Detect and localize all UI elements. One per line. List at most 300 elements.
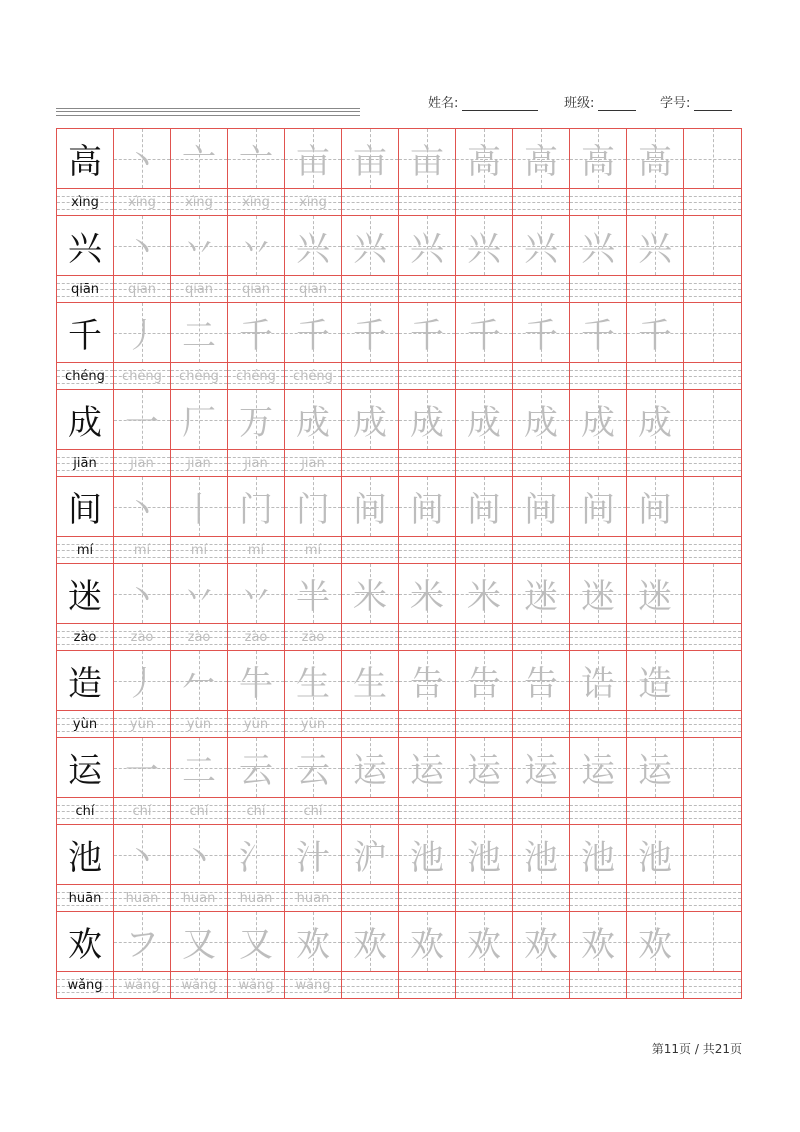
- pinyin-cell-trace[interactable]: [513, 450, 570, 477]
- char-cell-trace[interactable]: [513, 303, 570, 363]
- pinyin-guide-line: [627, 296, 683, 297]
- pinyin-cell-trace[interactable]: [285, 537, 342, 564]
- char-cell-trace[interactable]: [456, 129, 513, 189]
- pinyin-cell-trace[interactable]: [171, 624, 228, 651]
- model-character: 迷: [68, 577, 102, 617]
- pinyin-cell-trace[interactable]: [627, 885, 684, 912]
- char-cell-trace[interactable]: [171, 564, 228, 624]
- pinyin-cell-trace[interactable]: [570, 711, 627, 738]
- class-blank[interactable]: [598, 96, 636, 111]
- char-cell-trace[interactable]: [684, 912, 741, 972]
- pinyin-cell-main: [57, 885, 114, 912]
- pinyin-cell-trace[interactable]: [228, 276, 285, 303]
- char-cell-trace[interactable]: [228, 738, 285, 798]
- char-cell-trace[interactable]: [285, 216, 342, 276]
- stroke-trace: 丷: [182, 577, 216, 617]
- char-cell-trace[interactable]: [684, 303, 741, 363]
- pinyin-cell-trace[interactable]: [342, 798, 399, 825]
- char-cell-trace[interactable]: [684, 477, 741, 537]
- char-cell-trace[interactable]: [228, 912, 285, 972]
- char-cell-trace[interactable]: [114, 825, 171, 885]
- pinyin-cell-trace[interactable]: [570, 537, 627, 564]
- char-cell-trace[interactable]: [228, 303, 285, 363]
- pinyin-cell-trace[interactable]: [456, 276, 513, 303]
- pinyin-cell-trace[interactable]: [570, 972, 627, 999]
- pinyin-guide-line: [684, 383, 741, 384]
- pinyin-cell-trace[interactable]: [171, 450, 228, 477]
- pinyin-cell-trace[interactable]: [171, 798, 228, 825]
- char-cell-trace[interactable]: [342, 912, 399, 972]
- char-cell-trace[interactable]: [456, 390, 513, 450]
- pinyin-cell-trace[interactable]: [399, 450, 456, 477]
- pinyin-guide-line: [399, 457, 455, 458]
- char-cell-trace[interactable]: [342, 738, 399, 798]
- char-cell-main: [57, 390, 114, 450]
- pinyin-cell-trace[interactable]: [513, 363, 570, 390]
- char-cell-trace[interactable]: [627, 303, 684, 363]
- stroke-trace: 亩: [410, 142, 444, 182]
- char-cell-trace[interactable]: [570, 564, 627, 624]
- pinyin-guide-line: [456, 718, 512, 719]
- char-cell-trace[interactable]: [513, 825, 570, 885]
- char-cell-trace[interactable]: [114, 129, 171, 189]
- char-cell-trace[interactable]: [285, 912, 342, 972]
- char-cell-trace[interactable]: [285, 564, 342, 624]
- pinyin-cell-trace[interactable]: [114, 450, 171, 477]
- id-field[interactable]: [660, 92, 732, 111]
- char-cell-trace[interactable]: [285, 477, 342, 537]
- pinyin-guide-line: [456, 202, 512, 203]
- char-cell-trace[interactable]: [342, 303, 399, 363]
- char-cell-trace[interactable]: [570, 216, 627, 276]
- stroke-trace: 千: [296, 316, 330, 356]
- pinyin-cell-trace[interactable]: [627, 798, 684, 825]
- char-cell-trace[interactable]: [399, 912, 456, 972]
- pinyin-cell-trace[interactable]: [114, 624, 171, 651]
- pinyin-guide-line: [399, 296, 455, 297]
- char-cell-trace[interactable]: [399, 477, 456, 537]
- stroke-trace: 成: [296, 403, 330, 443]
- char-cell-trace[interactable]: [684, 738, 741, 798]
- pinyin-cell-trace[interactable]: [228, 189, 285, 216]
- pinyin-guide-line: [342, 644, 398, 645]
- char-cell-trace[interactable]: [513, 390, 570, 450]
- pinyin-guide-line: [456, 731, 512, 732]
- pinyin-cell-trace[interactable]: [114, 711, 171, 738]
- pinyin-cell-trace[interactable]: [513, 189, 570, 216]
- char-cell-trace[interactable]: [456, 564, 513, 624]
- pinyin-cell-trace[interactable]: [399, 798, 456, 825]
- char-cell-trace[interactable]: [399, 564, 456, 624]
- char-cell-main: [57, 477, 114, 537]
- pinyin-cell-trace[interactable]: [285, 276, 342, 303]
- pinyin-guide-line: [627, 724, 683, 725]
- pinyin-cell-trace[interactable]: [456, 450, 513, 477]
- pinyin-cell-trace[interactable]: [513, 276, 570, 303]
- pinyin-cell-trace[interactable]: [627, 189, 684, 216]
- pinyin-guide-line: [627, 905, 683, 906]
- pinyin-cell-trace[interactable]: [171, 885, 228, 912]
- pinyin-cell-trace[interactable]: [399, 363, 456, 390]
- pinyin-guide-line: [627, 631, 683, 632]
- char-cell-trace[interactable]: [342, 216, 399, 276]
- pinyin-guide-line: [627, 805, 683, 806]
- char-cell-trace[interactable]: [456, 738, 513, 798]
- char-cell-trace[interactable]: [570, 825, 627, 885]
- pinyin-guide-line: [513, 818, 569, 819]
- pinyin-cell-trace[interactable]: [456, 537, 513, 564]
- pinyin-guide-line: [684, 544, 741, 545]
- pinyin-cell-trace[interactable]: [684, 972, 741, 999]
- pinyin-cell-trace[interactable]: [285, 972, 342, 999]
- char-cell-trace[interactable]: [228, 564, 285, 624]
- pinyin-guide-line: [570, 718, 626, 719]
- pinyin-cell-trace[interactable]: [570, 798, 627, 825]
- pinyin-cell-trace[interactable]: [570, 624, 627, 651]
- char-cell-trace[interactable]: [513, 216, 570, 276]
- class-field[interactable]: [564, 92, 636, 111]
- pinyin-cell-trace[interactable]: [513, 798, 570, 825]
- char-cell-trace[interactable]: [114, 216, 171, 276]
- char-cell-trace[interactable]: [114, 738, 171, 798]
- char-cell-trace[interactable]: [342, 651, 399, 711]
- char-cell-trace[interactable]: [456, 477, 513, 537]
- char-cell-trace[interactable]: [171, 303, 228, 363]
- guide-horizontal: [684, 246, 741, 247]
- pinyin-cell-trace[interactable]: [114, 276, 171, 303]
- char-cell-trace[interactable]: [285, 129, 342, 189]
- stroke-trace: 欢: [638, 925, 672, 965]
- pinyin-guide-line: [627, 992, 683, 993]
- char-cell-trace[interactable]: [513, 738, 570, 798]
- char-cell-trace[interactable]: [513, 912, 570, 972]
- pinyin-cell-trace[interactable]: [114, 363, 171, 390]
- pinyin-cell-trace[interactable]: [228, 450, 285, 477]
- char-cell-trace[interactable]: [114, 390, 171, 450]
- name-field[interactable]: [428, 92, 538, 111]
- char-cell-trace[interactable]: [513, 129, 570, 189]
- pinyin-cell-trace[interactable]: [285, 711, 342, 738]
- char-cell-trace[interactable]: [228, 477, 285, 537]
- char-cell-trace[interactable]: [399, 825, 456, 885]
- char-cell-trace[interactable]: [627, 825, 684, 885]
- char-cell-trace[interactable]: [342, 564, 399, 624]
- char-cell-trace[interactable]: [684, 390, 741, 450]
- char-cell-trace[interactable]: [570, 912, 627, 972]
- pinyin-cell-trace[interactable]: [570, 189, 627, 216]
- char-cell-trace[interactable]: [228, 825, 285, 885]
- char-cell-trace[interactable]: [570, 477, 627, 537]
- stroke-trace: 池: [524, 838, 558, 878]
- pinyin-guide-line: [570, 905, 626, 906]
- stroke-trace: 兴: [296, 229, 330, 269]
- pinyin-cell-trace[interactable]: [513, 624, 570, 651]
- pinyin-cell-trace[interactable]: [684, 537, 741, 564]
- pinyin-cell-trace[interactable]: [342, 276, 399, 303]
- pinyin-guide-line: [513, 979, 569, 980]
- pinyin-cell-trace[interactable]: [228, 798, 285, 825]
- pinyin-guide-line: [513, 892, 569, 893]
- pinyin-cell-trace[interactable]: [285, 885, 342, 912]
- pinyin-cell-trace[interactable]: [114, 189, 171, 216]
- char-cell-trace[interactable]: [456, 216, 513, 276]
- pinyin-cell-trace[interactable]: [627, 450, 684, 477]
- char-cell-trace[interactable]: [570, 738, 627, 798]
- pinyin-cell-trace[interactable]: [114, 537, 171, 564]
- pinyin-cell-trace[interactable]: [399, 711, 456, 738]
- pinyin-cell-trace[interactable]: [171, 189, 228, 216]
- stroke-trace: 成: [638, 403, 672, 443]
- pinyin-guide-line: [684, 718, 741, 719]
- pinyin-guide-line: [570, 818, 626, 819]
- pinyin-cell-trace[interactable]: [627, 711, 684, 738]
- guide-horizontal: [684, 855, 741, 856]
- pinyin-cell-trace[interactable]: [627, 972, 684, 999]
- stroke-trace: 运: [353, 751, 387, 791]
- char-cell-trace[interactable]: [228, 216, 285, 276]
- pinyin-cell-trace[interactable]: [228, 972, 285, 999]
- char-cell-trace[interactable]: [456, 651, 513, 711]
- pinyin-cell-trace[interactable]: [285, 798, 342, 825]
- pinyin-guide-line: [627, 463, 683, 464]
- char-cell-trace[interactable]: [399, 651, 456, 711]
- pinyin-guide-line: [627, 196, 683, 197]
- pinyin-cell-trace[interactable]: [399, 276, 456, 303]
- pinyin-cell-trace[interactable]: [684, 711, 741, 738]
- char-cell-main: [57, 129, 114, 189]
- pinyin-cell-trace[interactable]: [171, 276, 228, 303]
- char-cell-trace[interactable]: [399, 303, 456, 363]
- char-cell-trace[interactable]: [627, 912, 684, 972]
- char-cell-trace[interactable]: [171, 651, 228, 711]
- char-cell-trace[interactable]: [627, 564, 684, 624]
- pinyin-cell-trace[interactable]: [456, 624, 513, 651]
- pinyin-guide-line: [684, 898, 741, 899]
- pinyin-cell-trace[interactable]: [114, 798, 171, 825]
- char-cell-trace[interactable]: [627, 129, 684, 189]
- pinyin-trace: qiān: [241, 281, 271, 297]
- char-cell-trace[interactable]: [456, 912, 513, 972]
- pinyin-cell-trace[interactable]: [342, 537, 399, 564]
- pinyin-cell-trace[interactable]: [342, 972, 399, 999]
- pinyin-cell-trace[interactable]: [228, 537, 285, 564]
- pinyin-cell-trace[interactable]: [627, 537, 684, 564]
- char-cell-trace[interactable]: [285, 738, 342, 798]
- char-cell-trace[interactable]: [399, 390, 456, 450]
- pinyin-cell-main: [57, 537, 114, 564]
- pinyin-guide-line: [684, 992, 741, 993]
- pinyin-guide-line: [684, 457, 741, 458]
- pinyin-cell-trace[interactable]: [342, 624, 399, 651]
- char-cell-trace[interactable]: [228, 390, 285, 450]
- char-cell-trace[interactable]: [114, 303, 171, 363]
- pinyin-cell-trace[interactable]: [399, 189, 456, 216]
- char-cell-trace[interactable]: [570, 651, 627, 711]
- char-cell-trace[interactable]: [342, 129, 399, 189]
- pinyin-cell-trace[interactable]: [285, 450, 342, 477]
- pinyin-guide-line: [627, 979, 683, 980]
- pinyin-cell-trace[interactable]: [570, 450, 627, 477]
- char-cell-trace[interactable]: [114, 564, 171, 624]
- pinyin-trace: huān: [296, 890, 330, 906]
- pinyin-cell-trace[interactable]: [684, 624, 741, 651]
- char-cell-trace[interactable]: [399, 738, 456, 798]
- pinyin-guide-line: [513, 637, 569, 638]
- char-cell-trace[interactable]: [627, 390, 684, 450]
- pinyin-cell-trace[interactable]: [171, 363, 228, 390]
- char-cell-trace[interactable]: [285, 390, 342, 450]
- pinyin-cell-trace[interactable]: [399, 972, 456, 999]
- pinyin-guide-line: [627, 986, 683, 987]
- pinyin-guide-line: [627, 289, 683, 290]
- stroke-trace: 丶: [125, 838, 159, 878]
- model-pinyin: huān: [68, 890, 102, 906]
- pinyin-cell-trace[interactable]: [456, 972, 513, 999]
- pinyin-cell-trace[interactable]: [342, 189, 399, 216]
- pinyin-cell-trace[interactable]: [513, 711, 570, 738]
- pinyin-cell-trace[interactable]: [342, 450, 399, 477]
- char-cell-trace[interactable]: [399, 216, 456, 276]
- stroke-trace: 兴: [581, 229, 615, 269]
- pinyin-guide-line: [399, 209, 455, 210]
- char-cell-trace[interactable]: [570, 129, 627, 189]
- pinyin-cell-trace[interactable]: [456, 189, 513, 216]
- name-blank[interactable]: [462, 96, 538, 111]
- pinyin-cell-trace[interactable]: [399, 624, 456, 651]
- pinyin-cell-trace[interactable]: [456, 363, 513, 390]
- char-cell-trace[interactable]: [684, 129, 741, 189]
- stroke-trace: 氵: [239, 838, 273, 878]
- pinyin-cell-trace[interactable]: [342, 363, 399, 390]
- char-cell-trace[interactable]: [627, 738, 684, 798]
- pinyin-cell-trace[interactable]: [114, 972, 171, 999]
- pinyin-cell-trace[interactable]: [627, 276, 684, 303]
- char-cell-trace[interactable]: [570, 390, 627, 450]
- stroke-trace: 丶: [125, 577, 159, 617]
- char-cell-trace[interactable]: [684, 216, 741, 276]
- stroke-trace: 运: [581, 751, 615, 791]
- pinyin-cell-trace[interactable]: [171, 972, 228, 999]
- pinyin-cell-trace[interactable]: [684, 276, 741, 303]
- pinyin-cell-main: [57, 711, 114, 738]
- pinyin-guide-line: [513, 470, 569, 471]
- char-cell-trace[interactable]: [684, 651, 741, 711]
- pinyin-cell-trace[interactable]: [456, 885, 513, 912]
- char-cell-trace[interactable]: [684, 564, 741, 624]
- char-cell-trace[interactable]: [114, 912, 171, 972]
- pinyin-trace: wǎng: [295, 978, 331, 993]
- pinyin-cell-trace[interactable]: [513, 537, 570, 564]
- pinyin-cell-trace[interactable]: [684, 450, 741, 477]
- char-cell-main: [57, 825, 114, 885]
- pinyin-guide-line: [684, 986, 741, 987]
- char-cell-trace[interactable]: [171, 216, 228, 276]
- pinyin-cell-trace[interactable]: [285, 624, 342, 651]
- pinyin-guide-line: [456, 463, 512, 464]
- pinyin-guide-line: [513, 209, 569, 210]
- pinyin-cell-trace[interactable]: [513, 972, 570, 999]
- char-cell-trace[interactable]: [627, 216, 684, 276]
- char-cell-trace[interactable]: [285, 825, 342, 885]
- stroke-trace: 汁: [296, 838, 330, 878]
- pinyin-cell-trace[interactable]: [570, 276, 627, 303]
- char-cell-trace[interactable]: [114, 477, 171, 537]
- pinyin-cell-trace[interactable]: [285, 189, 342, 216]
- pinyin-cell-trace[interactable]: [684, 363, 741, 390]
- model-character: 成: [68, 403, 102, 443]
- pinyin-guide-line: [570, 979, 626, 980]
- char-cell-trace[interactable]: [342, 825, 399, 885]
- char-cell-trace[interactable]: [513, 564, 570, 624]
- char-cell-trace[interactable]: [285, 651, 342, 711]
- pinyin-cell-trace[interactable]: [171, 537, 228, 564]
- id-blank[interactable]: [694, 96, 732, 111]
- char-cell-trace[interactable]: [285, 303, 342, 363]
- char-cell-trace[interactable]: [228, 651, 285, 711]
- pinyin-cell-trace[interactable]: [399, 537, 456, 564]
- pinyin-cell-trace[interactable]: [684, 798, 741, 825]
- char-cell-trace[interactable]: [342, 477, 399, 537]
- pinyin-cell-trace[interactable]: [570, 885, 627, 912]
- char-cell-trace[interactable]: [399, 129, 456, 189]
- pinyin-cell-trace[interactable]: [228, 624, 285, 651]
- char-cell-trace[interactable]: [684, 825, 741, 885]
- stroke-trace: 兴: [410, 229, 444, 269]
- pinyin-cell-trace[interactable]: [627, 624, 684, 651]
- pinyin-guide-line: [399, 544, 455, 545]
- char-cell-trace[interactable]: [171, 129, 228, 189]
- char-cell-trace[interactable]: [171, 477, 228, 537]
- char-cell-trace[interactable]: [171, 912, 228, 972]
- char-cell-trace[interactable]: [627, 477, 684, 537]
- pinyin-cell-trace[interactable]: [228, 711, 285, 738]
- pinyin-cell-trace[interactable]: [114, 885, 171, 912]
- char-cell-trace[interactable]: [342, 390, 399, 450]
- pinyin-cell-trace[interactable]: [627, 363, 684, 390]
- pinyin-cell-trace[interactable]: [342, 711, 399, 738]
- pinyin-guide-line: [684, 209, 741, 210]
- char-cell-trace[interactable]: [171, 390, 228, 450]
- pinyin-cell-trace[interactable]: [570, 363, 627, 390]
- pinyin-cell-trace[interactable]: [513, 885, 570, 912]
- pinyin-cell-trace[interactable]: [456, 711, 513, 738]
- pinyin-cell-trace[interactable]: [228, 363, 285, 390]
- char-cell-trace[interactable]: [171, 738, 228, 798]
- pinyin-guide-line: [456, 370, 512, 371]
- pinyin-guide-line: [342, 463, 398, 464]
- pinyin-cell-trace[interactable]: [171, 711, 228, 738]
- pinyin-cell-trace[interactable]: [684, 885, 741, 912]
- pinyin-cell-trace[interactable]: [342, 885, 399, 912]
- pinyin-cell-trace[interactable]: [285, 363, 342, 390]
- char-cell-trace[interactable]: [114, 651, 171, 711]
- pinyin-cell-trace[interactable]: [684, 189, 741, 216]
- char-cell-trace[interactable]: [456, 303, 513, 363]
- pinyin-cell-trace[interactable]: [456, 798, 513, 825]
- char-cell-trace[interactable]: [456, 825, 513, 885]
- char-cell-trace[interactable]: [570, 303, 627, 363]
- model-character: 间: [68, 490, 102, 530]
- char-cell-trace[interactable]: [513, 651, 570, 711]
- pinyin-cell-trace[interactable]: [399, 885, 456, 912]
- char-cell-trace[interactable]: [513, 477, 570, 537]
- char-cell-trace[interactable]: [228, 129, 285, 189]
- pinyin-cell-trace[interactable]: [228, 885, 285, 912]
- stroke-trace: 欢: [467, 925, 501, 965]
- pinyin-guide-line: [684, 202, 741, 203]
- char-cell-trace[interactable]: [627, 651, 684, 711]
- char-cell-trace[interactable]: [171, 825, 228, 885]
